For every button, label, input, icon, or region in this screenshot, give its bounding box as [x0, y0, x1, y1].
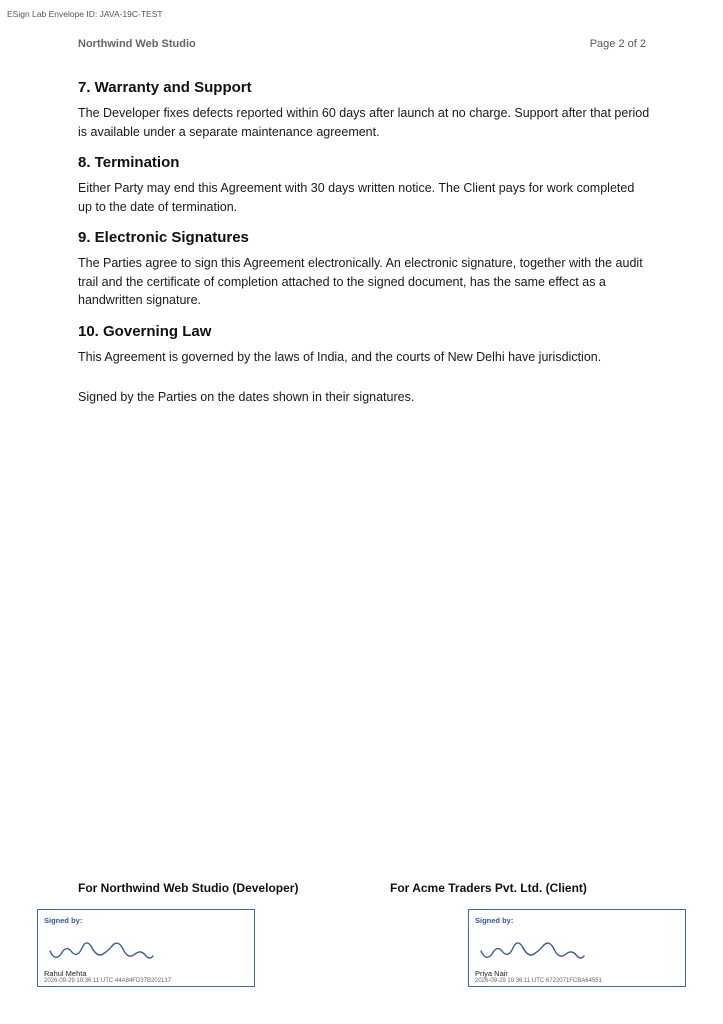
- handwritten-signature-icon: [46, 931, 156, 967]
- section-heading: 9. Electronic Signatures: [78, 229, 249, 246]
- signer-name: Priya Nair: [475, 969, 508, 978]
- section-termination: [78, 153, 650, 216]
- section-heading: 8. Termination: [78, 154, 180, 171]
- closing-statement: Signed by the Parties on the dates shown in their signatures.: [78, 390, 415, 404]
- section-governing-law: [78, 322, 650, 367]
- agreement-body: [78, 78, 650, 407]
- signed-by-label: Signed by:: [44, 916, 83, 925]
- section-text: The Parties agree to sign this Agreement electronically. An electronic signature, together with the audit trail and the certificate of completion attached to the signed document, has the same effect as a handwritten signature.: [78, 256, 643, 307]
- section-warranty-support: [78, 78, 650, 141]
- envelope-id: ESign Lab Envelope ID: JAVA-19C-TEST: [7, 9, 163, 19]
- signed-by-label: Signed by:: [475, 916, 514, 925]
- signature-timestamp-id: 2026-09-29 10:36:11 UTC 44A84FD37B202137: [44, 978, 171, 984]
- client-signature-box: [468, 909, 686, 987]
- developer-signature-box: [37, 909, 255, 987]
- page-header: [78, 38, 646, 54]
- header-company-name: Northwind Web Studio: [78, 38, 196, 50]
- section-heading: 10. Governing Law: [78, 322, 212, 340]
- page-number: Page 2 of 2: [589, 38, 646, 50]
- section-text: Either Party may end this Agreement with 30 days written notice. The Client pays for work completed up to the date of termination.: [78, 181, 635, 214]
- section-text: This Agreement is governed by the laws of India, and the courts of New Delhi have jurisdiction.: [78, 349, 602, 364]
- handwritten-signature-icon: [477, 931, 587, 967]
- signature-timestamp-id: 2026-09-29 10:36:11 UTC 6722071FCBA64551: [475, 978, 602, 984]
- developer-signature-heading: For Northwind Web Studio (Developer): [78, 881, 299, 895]
- signer-name: Rahul Mehta: [44, 969, 87, 978]
- client-signature-heading: For Acme Traders Pvt. Ltd. (Client): [390, 881, 587, 895]
- section-electronic-signatures: [78, 228, 650, 310]
- section-text: The Developer fixes defects reported within 60 days after launch at no charge. Support after that period is available under a separate maintenance agreement.: [78, 106, 650, 139]
- section-heading: 7. Warranty and Support: [78, 79, 252, 96]
